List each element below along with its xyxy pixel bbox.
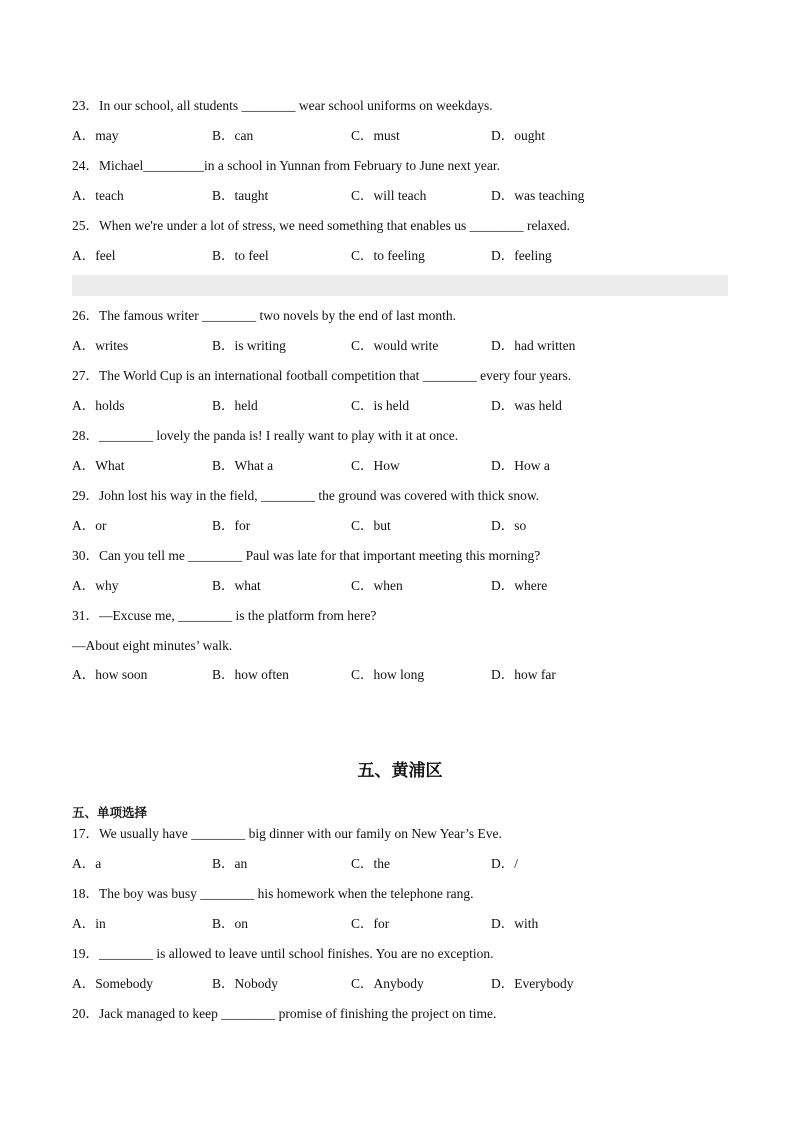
option-b: B．What a — [212, 458, 274, 473]
option-c: C．to feeling — [351, 248, 425, 263]
option-b: B．can — [212, 128, 254, 143]
question-28-stem: 28．________ lovely the panda is! I really want to play with it at once. — [72, 428, 459, 443]
option-d: D．ought — [491, 128, 545, 143]
option-a: A．writes — [72, 338, 129, 353]
option-d: D．was teaching — [491, 188, 585, 203]
option-c: C．will teach — [351, 188, 427, 203]
option-c: C．for — [351, 916, 390, 931]
section-subheading: 五、单项选择 — [72, 805, 148, 820]
option-b: B．on — [212, 916, 249, 931]
option-c: C．would write — [351, 338, 439, 353]
option-a: A．Somebody — [72, 976, 153, 991]
option-c: C．How — [351, 458, 400, 473]
option-c: C．when — [351, 578, 403, 593]
option-c: C．but — [351, 518, 391, 533]
question-25-stem: 25．When we're under a lot of stress, we need something that enables us ________ relaxed. — [72, 218, 571, 233]
separator-band — [72, 275, 728, 296]
question-17-stem: 17．We usually have ________ big dinner with our family on New Year’s Eve. — [72, 826, 502, 841]
option-b: B．held — [212, 398, 258, 413]
option-b: B．Nobody — [212, 976, 279, 991]
option-a: A．holds — [72, 398, 125, 413]
question-20-stem: 20．Jack managed to keep ________ promise of finishing the project on time. — [72, 1006, 497, 1021]
option-b: B．to feel — [212, 248, 269, 263]
option-a: A．in — [72, 916, 106, 931]
question-19-stem: 19．________ is allowed to leave until school finishes. You are no exception. — [72, 946, 494, 961]
option-c: C．must — [351, 128, 400, 143]
option-b: B．an — [212, 856, 248, 871]
question-30-stem: 30．Can you tell me ________ Paul was late for that important meeting this morning? — [72, 548, 541, 563]
option-d: D．Everybody — [491, 976, 574, 991]
question-27-stem: 27．The World Cup is an international football competition that ________ every four years. — [72, 368, 572, 383]
option-b: B．taught — [212, 188, 269, 203]
option-a: A．how soon — [72, 667, 148, 682]
option-b: B．is writing — [212, 338, 286, 353]
option-a: A．What — [72, 458, 125, 473]
option-c: C．the — [351, 856, 390, 871]
question-31-stem: 31．—Excuse me, ________ is the platform from here? — [72, 608, 377, 623]
option-b: B．for — [212, 518, 251, 533]
option-d: D．with — [491, 916, 539, 931]
option-d: D．where — [491, 578, 548, 593]
section-title: 五、黄浦区 — [357, 761, 443, 781]
option-b: B．how often — [212, 667, 289, 682]
option-a: A．or — [72, 518, 107, 533]
option-d: D．How a — [491, 458, 550, 473]
option-d: D．how far — [491, 667, 556, 682]
option-c: C．Anybody — [351, 976, 424, 991]
option-a: A．feel — [72, 248, 116, 263]
option-a: A．may — [72, 128, 119, 143]
option-c: C．how long — [351, 667, 425, 682]
option-a: A．a — [72, 856, 102, 871]
option-d: D．was held — [491, 398, 562, 413]
option-a: A．why — [72, 578, 119, 593]
question-26-stem: 26．The famous writer ________ two novels by the end of last month. — [72, 308, 456, 323]
option-d: D．/ — [491, 856, 518, 871]
question-31-reply: —About eight minutes’ walk. — [72, 638, 233, 653]
option-d: D．so — [491, 518, 527, 533]
option-b: B．what — [212, 578, 261, 593]
option-a: A．teach — [72, 188, 124, 203]
option-d: D．feeling — [491, 248, 552, 263]
option-c: C．is held — [351, 398, 410, 413]
option-d: D．had written — [491, 338, 576, 353]
question-29-stem: 29．John lost his way in the field, ________ the ground was covered with thick snow. — [72, 488, 540, 503]
question-18-stem: 18．The boy was busy ________ his homework when the telephone rang. — [72, 886, 474, 901]
question-24-stem: 24．Michael_________in a school in Yunnan from February to June next year. — [72, 158, 501, 173]
question-23-stem: 23．In our school, all students ________ wear school uniforms on weekdays. — [72, 98, 493, 113]
